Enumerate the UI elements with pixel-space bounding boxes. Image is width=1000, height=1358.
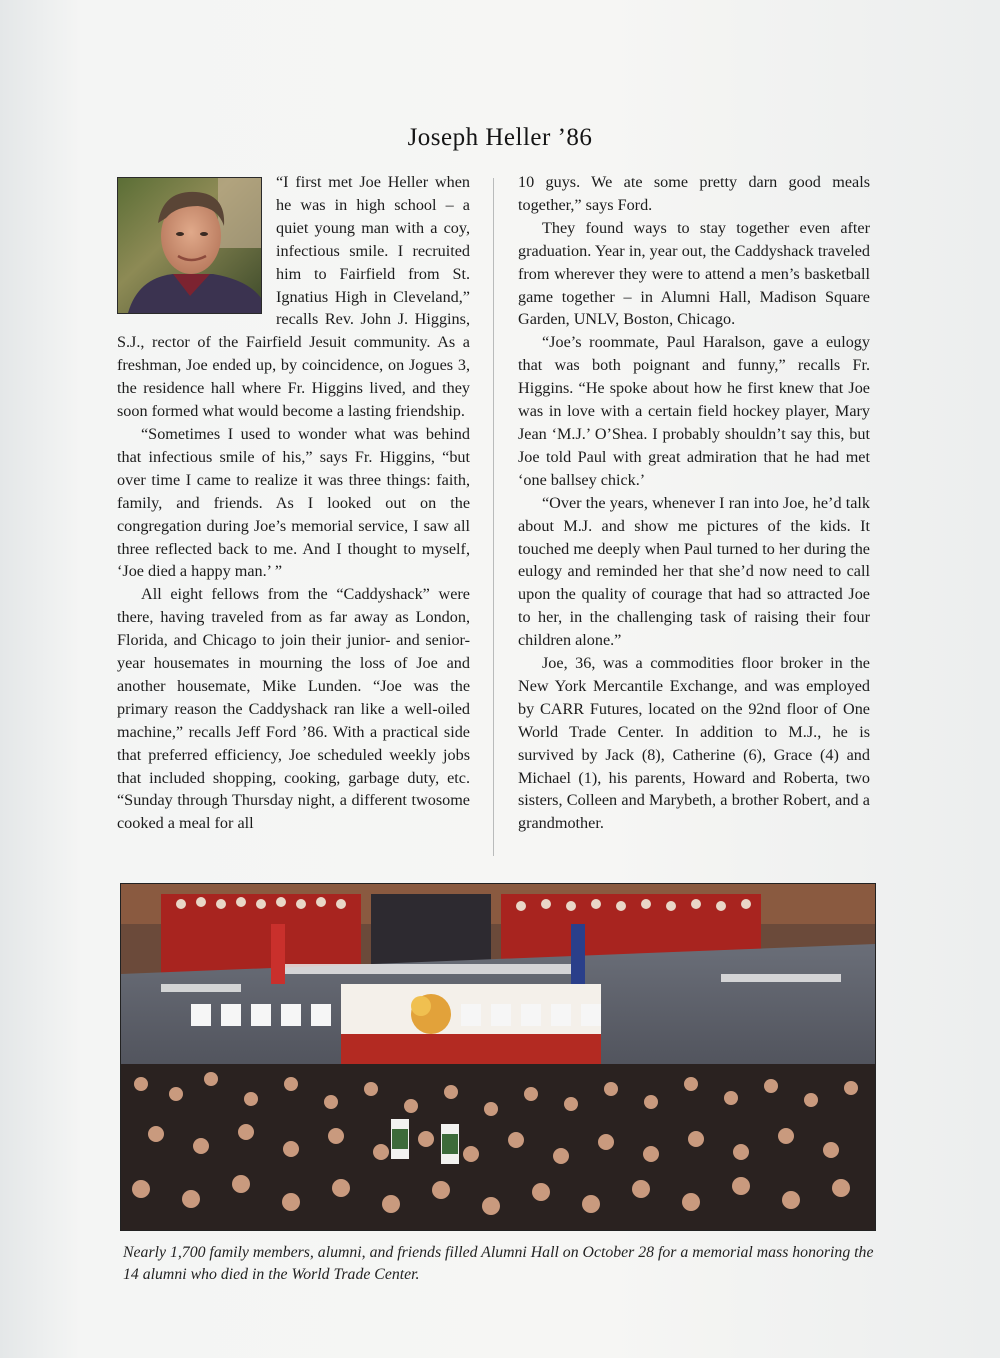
memorial-mass-photo <box>120 883 876 1231</box>
memorial-mass-illustration <box>121 884 875 1230</box>
column-divider <box>493 178 494 856</box>
right-paragraph-5: Joe, 36, was a commodities floor broker in the New York Mercantile Exchange, and was employed by CARR Futures, located on the 92nd floor of One World Trade Center. In addition to M.J., he is survived by Jack (8), Catherine (6), Grace (4) and Michael (1), his parents, Howard and Roberta, two sisters, Colleen and Marybeth, a brother Robert, and a grandmother. <box>518 654 870 833</box>
left-paragraph-3: All eight fellows from the “Caddyshack” were there, having traveled from as far away as London, Florida, and Chicago to join their junior- and senior-year housemates in mourning the loss of Joe and another housemate, Mike Lunden. “Joe was the primary reason the Caddyshack ran like a well-oiled machine,” recalls Jeff Ford ’86. With a practical side that preferred efficiency, Joe scheduled weekly jobs that included shopping, cooking, garbage duty, etc. “Sunday through Thursday night, a different twosome cooked a meal for all <box>117 585 470 833</box>
right-paragraph-2: They found ways to stay together even after graduation. Year in, year out, the Caddyshack traveled from wherever they were to attend a men’s basketball game together – in Alumni Hall, Madison Square Garden, UNLV, Boston, Chicago. <box>518 218 870 329</box>
left-paragraph-1: “I first met Joe Heller when he was in high school – a quiet young man with a coy, infectious smile. I recruited him to Fairfield from St. Ignatius High in Cleveland,” recalls Rev. John J. Higgins, S.J., rector of the Fairfield Jesuit community. As a freshman, Joe ended up, by coincidence, on Jogues 3, the residence hall where Fr. Higgins lived, and they soon formed what would become a lasting friendship. <box>117 173 470 421</box>
right-column <box>518 171 870 835</box>
article-title: Joseph Heller ’86 <box>407 124 593 151</box>
right-paragraph-1: 10 guys. We ate some pretty darn good meals together,” says Ford. <box>518 173 870 214</box>
portrait-photo <box>117 177 262 314</box>
left-column <box>117 171 470 835</box>
photo-caption: Nearly 1,700 family members, alumni, and friends filled Alumni Hall on October 28 for a memorial mass honoring the 14 alumni who died in the World Trade Center. <box>123 1244 874 1283</box>
right-paragraph-4: “Over the years, whenever I ran into Joe, he’d talk about M.J. and show me pictures of the kids. It touched me deeply when Paul turned to her during the eulogy and reminded her that she’d now need to call upon the quality of courage that had so attracted Joe to her, in the challenging task of raising their four children alone.” <box>518 493 870 650</box>
right-paragraph-3: “Joe’s roommate, Paul Haralson, gave a eulogy that was both poignant and funny,” recalls Fr. Higgins. “He spoke about how he first knew that Joe was in love with a certain field hockey player, Mary Jean ‘M.J.’ O’Shea. I probably shouldn’t say this, but Joe told Paul with great admiration that he had met ‘one ballsey chick.’ <box>518 333 870 489</box>
portrait-illustration <box>118 178 261 313</box>
left-paragraph-2: “Sometimes I used to wonder what was behind that infectious smile of his,” says Fr. Higgins, “but over time I came to realize it was three things: faith, family, and friends. As I looked out on the congregation during Joe’s memorial service, I saw all three reflected back to me. And I thought to myself, ‘Joe died a happy man.’ ” <box>117 424 470 581</box>
